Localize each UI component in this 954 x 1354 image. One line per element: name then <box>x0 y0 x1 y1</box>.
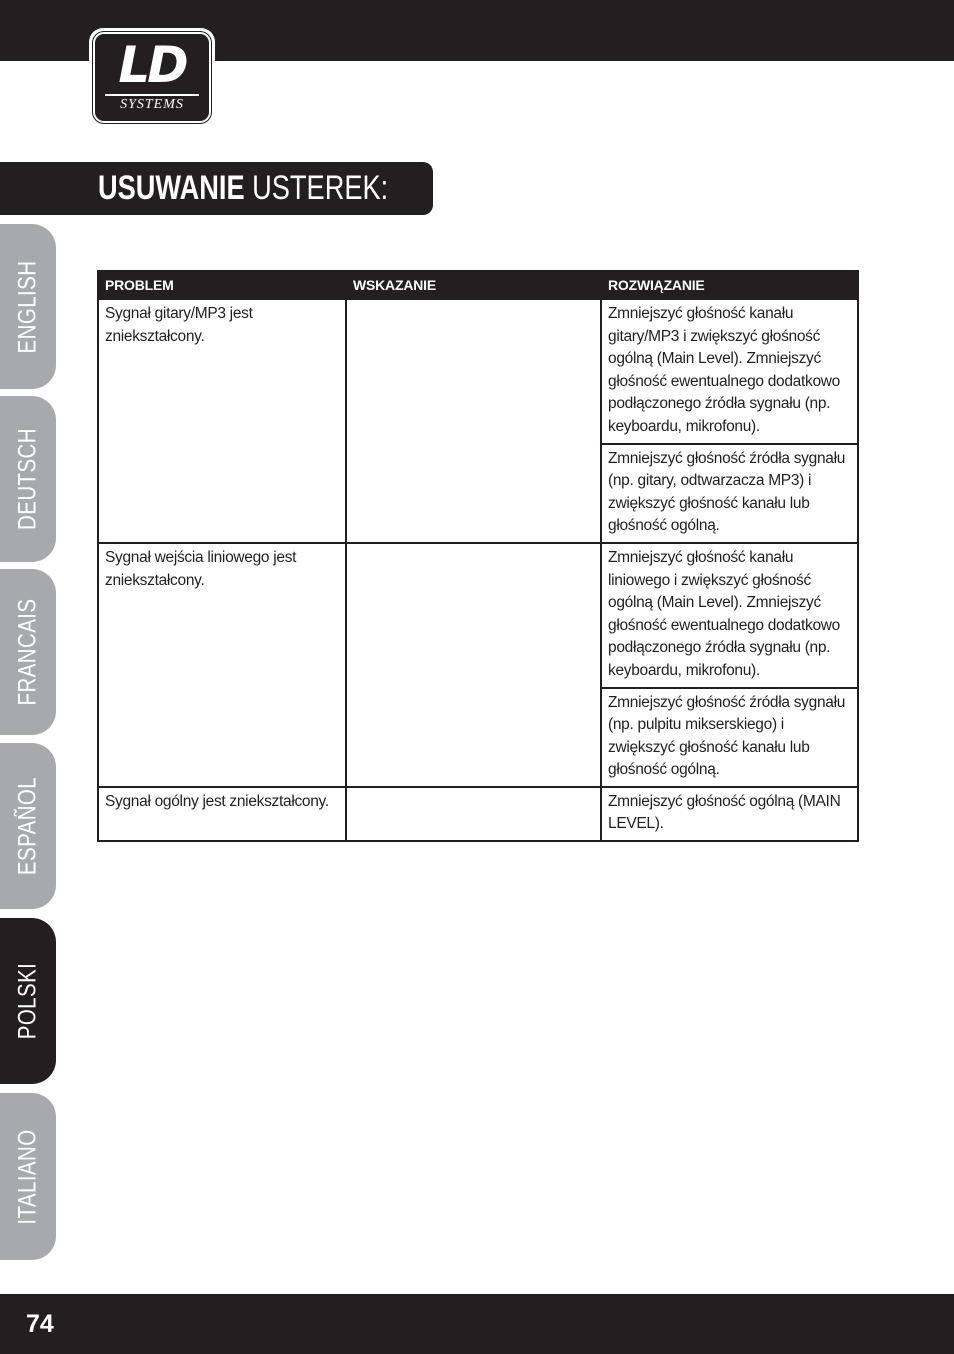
header-problem: PROBLEM <box>98 271 346 299</box>
table-row <box>98 543 858 688</box>
page-title-bold: USUWANIE <box>98 169 245 207</box>
lang-tab-deutsch[interactable] <box>0 396 56 562</box>
bottom-bar <box>0 1294 954 1354</box>
solution-cell: Zmniejszyć głośność źródła sygnału (np. pulpitu mikserskiego) i zwiększyć głośność kanału lub głośność ogólną. <box>601 688 858 787</box>
solution-cell: Zmniejszyć głośność ogólną (MAIN LEVEL). <box>601 787 858 841</box>
header-solution: ROZWIĄZANIE <box>601 271 858 299</box>
indication-cell <box>346 787 601 841</box>
lang-tab-english[interactable] <box>0 224 56 389</box>
section-title-banner <box>0 162 433 215</box>
lang-tab-polski[interactable] <box>0 918 56 1084</box>
troubleshooting-table <box>97 270 859 842</box>
indication-cell <box>346 299 601 543</box>
lang-tab-label: ENGLISH <box>13 260 42 353</box>
lang-tab-italiano[interactable] <box>0 1093 56 1260</box>
table-header-row <box>98 271 858 299</box>
lang-tab-label: ESPAÑOL <box>13 776 42 876</box>
indication-cell <box>346 543 601 787</box>
table-row <box>98 299 858 444</box>
logo-ld-text: LD <box>118 36 186 94</box>
lang-tab-francais[interactable] <box>0 569 56 735</box>
page-number: 74 <box>26 1310 54 1338</box>
lang-tab-label: ITALIANO <box>13 1128 42 1225</box>
solution-cell: Zmniejszyć głośność kanału gitary/MP3 i zwiększyć głośność ogólną (Main Level). Zmniejszyć głośność ewentualnego dodatkowo podłączonego źródła sygnału (np. keyboardu, mikrofonu). <box>601 299 858 444</box>
logo-badge <box>93 32 211 123</box>
problem-cell: Sygnał gitary/MP3 jest zniekształcony. <box>98 299 346 543</box>
lang-tab-espanol[interactable] <box>0 743 56 909</box>
problem-cell: Sygnał ogólny jest zniekształcony. <box>98 787 346 841</box>
table-row <box>98 787 858 841</box>
header-indication: WSKAZANIE <box>346 271 601 299</box>
lang-tab-label: FRANCAIS <box>13 598 42 706</box>
logo-systems-text: SYSTEMS <box>120 97 184 112</box>
ld-systems-logo <box>89 28 215 127</box>
page-title-regular: USTEREK: <box>252 169 389 207</box>
solution-cell: Zmniejszyć głośność kanału liniowego i zwiększyć głośność ogólną (Main Level). Zmniejszyć głośność ewentualnego dodatkowo podłączonego źródła sygnału (np. keyboardu, mikrofonu). <box>601 543 858 688</box>
problem-cell: Sygnał wejścia liniowego jest zniekształcony. <box>98 543 346 787</box>
solution-cell: Zmniejszyć głośność źródła sygnału (np. gitary, odtwarzacza MP3) i zwiększyć głośność kanału lub głośność ogólną. <box>601 444 858 543</box>
lang-tab-label: DEUTSCH <box>13 428 42 530</box>
lang-tab-label: POLSKI <box>13 962 42 1040</box>
page-title <box>98 162 388 215</box>
